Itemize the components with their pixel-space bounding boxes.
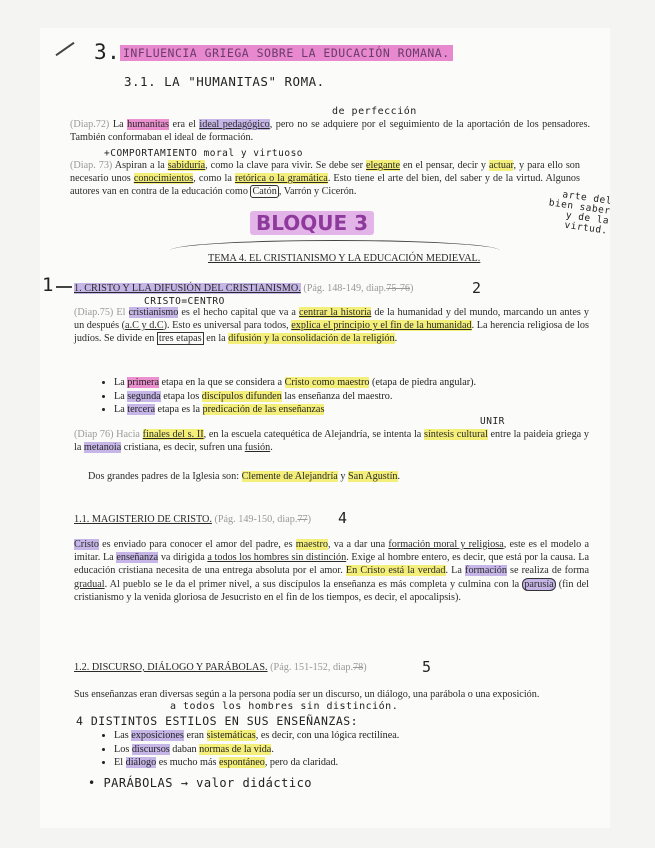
stages-list [98,376,584,417]
pen-mark-icon [55,42,74,56]
paragraph-diap75: (Diap.75) El cristianismo es el hecho capital que va a centrar la historia de la humanidad y del mundo, marcando un antes y un después (a.C y d.C). Esto es universal para todos, explica el principio y el fin de la humanidad. La herencia religiosa de los judíos. Se divide en tres etapas en la difusión y la consolidación de la religión. [74,307,589,345]
handwritten-atodos: a todos los hombres sin distinción. [170,701,399,712]
paragraph-diap72: (Diap.72) La humanitas era el ideal pedagógico, pero no se adquiere por el seguimiento de la aportación de los pensadores. También conformaban el ideal de formación. [70,119,590,144]
styles-list [98,729,584,770]
bloque-title: BLOQUE 3 [250,211,374,235]
handwritten-number-5: 5 [422,658,432,676]
handwritten-de-perfeccion: de perfección [332,106,417,117]
section-1-heading: 1. CRISTO Y LLA DIFUSIÓN DEL CRISTIANISMO. (Pág. 148-149, diap.75-76) [74,283,414,294]
paragraph-diap73: (Diap. 73) Aspiran a la sabiduría, como la clave para vivir. Se debe ser elegante en el pensar, decir y actuar, y para ello son necesario unos conocimientos, como la retórica o la gramática. Esto tiene el arte del bien, del saber y de la virtud. Algunos autores van en contra de la educación como Catón , Varrón y Cicerón. [70,160,580,198]
pointer-icon [56,286,72,288]
list-item: • La primera etapa en la que se considera a Cristo como maestro (etapa de piedra angular). [114,376,584,390]
notes-page [40,28,613,828]
handwritten-side-note: arte del bien saber y de la virtud. [548,189,613,237]
list-item: • Las exposiciones eran sistemáticas, es decir, con una lógica rectilínea. [114,729,584,743]
list-item: • Los discursos daban normas de la vida. [114,743,584,757]
section-1-2-heading: 1.2. DISCURSO, DIÁLOGO Y PARÁBOLAS. (Pág. 151-152, diap.78) [74,662,367,673]
handwritten-distintos: 4 DISTINTOS ESTILOS EN SUS ENSEÑANZAS: [76,714,359,728]
section-number: 3. [94,40,121,64]
paragraph-diap76: (Diap 76) Hacia finales del s. II, en la escuela catequética de Alejandría, se intenta la síntesis cultural entre la paideia griega y la metanoia cristiana, es decir, sufren una fusión. [74,429,589,454]
handwritten-number-2: 2 [472,279,482,297]
section-1-1-heading: 1.1. MAGISTERIO DE CRISTO. (Pág. 149-150, diap.77) [74,514,311,525]
tema-heading: TEMA 4. EL CRISTIANISMO Y LA EDUCACIÓN MEDIEVAL. [208,253,481,264]
list-item: • La segunda etapa los discípulos difunden las enseñanza del maestro. [114,390,584,404]
paragraph-diap78: Sus enseñanzas eran diversas según a la persona podía ser un discurso, un diálogo, una parábola o una exposición. [74,689,540,700]
handwritten-parabolas: • PARÁBOLAS → valor didáctico [88,776,313,790]
section-title: INFLUENCIA GRIEGA SOBRE LA EDUCACIÓN ROMANA. [120,45,453,61]
handwritten-number-1: 1 [42,274,54,296]
subsection-title: 3.1. LA "HUMANITAS" ROMA. [124,74,325,89]
paragraph-diap77: Cristo es enviado para conocer el amor del padre, es maestro, va a dar una formación moral y religiosa, este es el modelo a imitar. La enseñanza va dirigida a todos los hombres sin distinción. Exige al hombre entero, es decir, que está por la causa. La educación cristiana necesita de una entrega absoluta por el amor. En Cristo está la verdad. La formación se realiza de forma gradual. Al pueblo se le da el primer nivel, a sus discípulos la enseñanza es más completa y culmina con la parusía (fin del cristianismo y la venida gloriosa de Jesucristo en el fin de los tiempos, es decir, el apocalipsis). [74,539,589,603]
handwritten-number-4: 4 [338,509,348,527]
paragraph-padres: Dos grandes padres de la Iglesia son: Clemente de Alejandría y San Agustín. [88,471,401,482]
handwritten-unir: UNIR [480,416,505,427]
handwritten-comportamiento: +COMPORTAMIENTO moral y virtuoso [104,148,304,159]
list-item: • La tercera etapa es la predicación de las enseñanzas [114,403,584,417]
handwritten-cristo-centro: CRISTO=CENTRO [144,296,225,307]
list-item: • El diálogo es mucho más espontáneo, pero da claridad. [114,756,584,770]
